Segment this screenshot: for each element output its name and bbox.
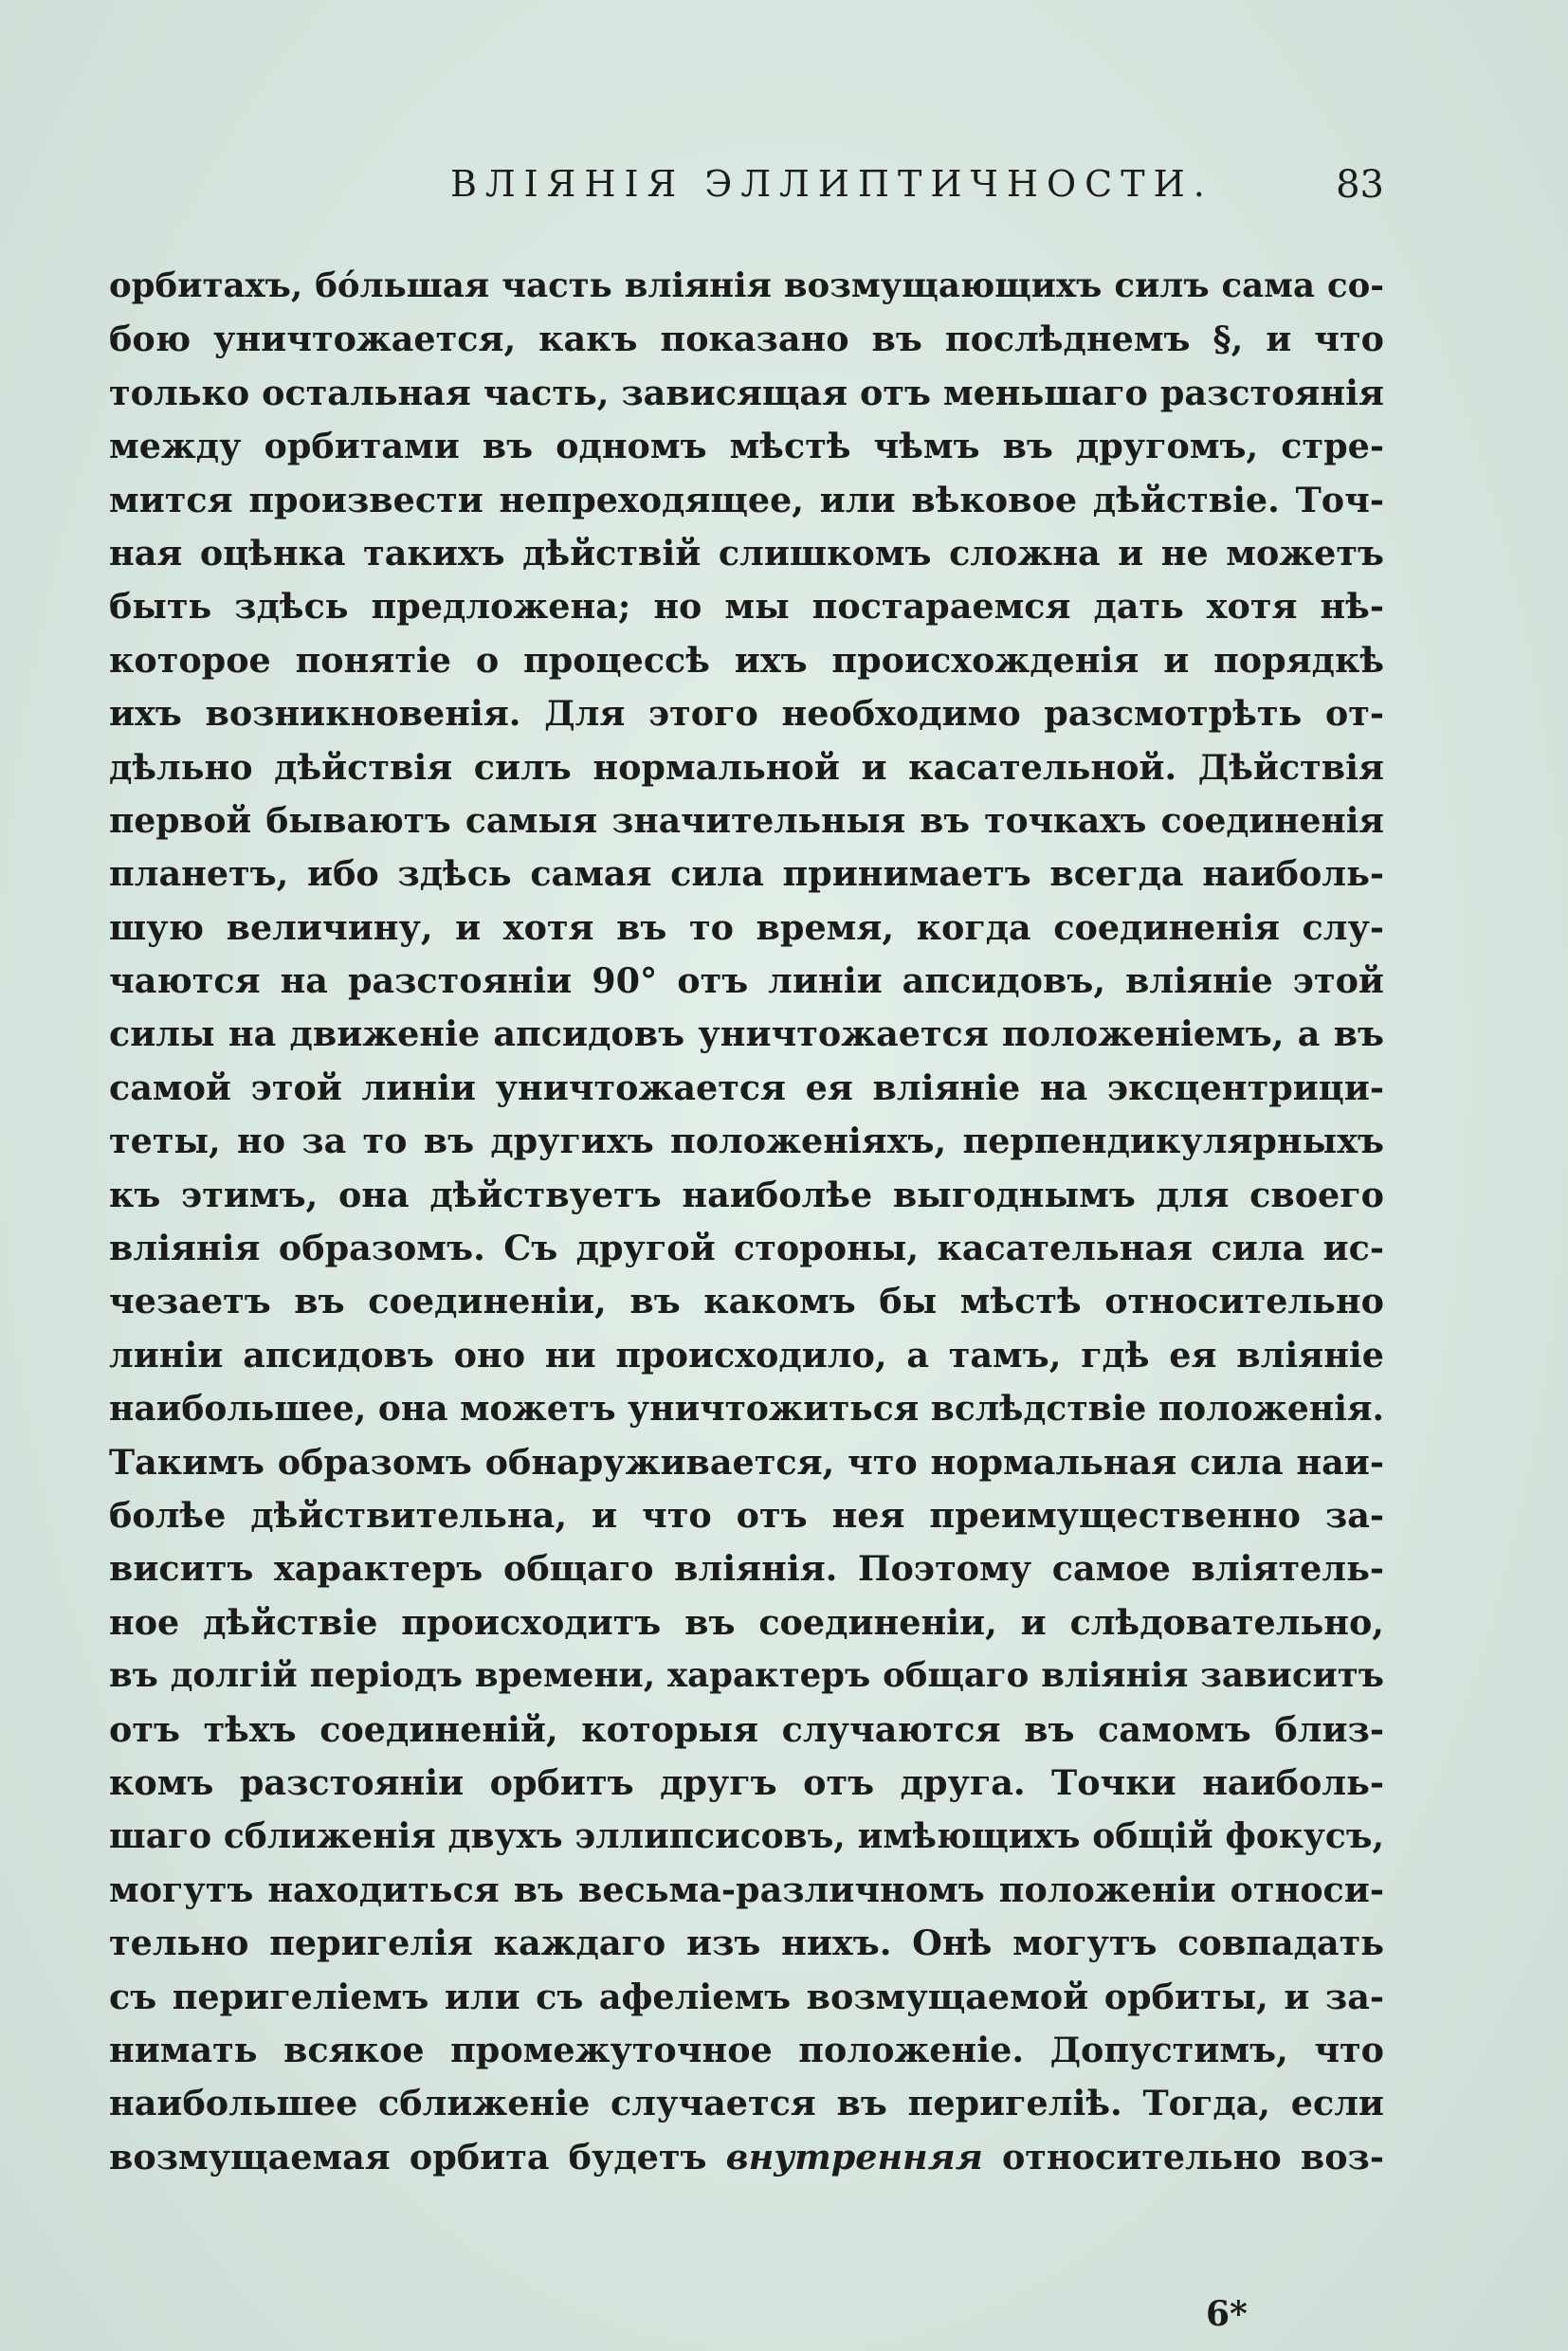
text-line: планетъ, ибо здѣсь самая сила принимаетъ всегда наиболь- (109, 853, 1384, 895)
text-line: виситъ характеръ общаго вліянія. Поэтому самое вліятель- (109, 1548, 1384, 1590)
text-line: наибольшее, она можетъ уничтожиться вслѣдствіе положенія. (109, 1389, 1384, 1430)
last-line-end: относительно воз- (1001, 2136, 1384, 2178)
page-number: 83 (1336, 163, 1384, 207)
text-line: дѣльно дѣйствія силъ нормальной и касательной. Дѣйствія (109, 746, 1384, 788)
text-line: быть здѣсь предложена; но мы постараемся дать хотя нѣ- (109, 586, 1384, 628)
text-line: наибольшее сближеніе случается въ перигеліѣ. Тогда, если (109, 2083, 1384, 2124)
text-line: бою уничтожается, какъ показано въ послѣднемъ §, и что (109, 319, 1384, 360)
text-line: чезаетъ въ соединеніи, въ какомъ бы мѣстѣ относительно (109, 1281, 1384, 1322)
text-line: только остальная часть, зависящая отъ меньшаго разстоянія (109, 372, 1384, 413)
page-header (109, 163, 1384, 220)
text-line: нимать всякое промежуточное положеніе. Допустимъ, что (109, 2029, 1384, 2070)
text-line: къ этимъ, она дѣйствуетъ наиболѣе выгоднымъ для своего (109, 1174, 1384, 1215)
body-text (109, 260, 1384, 2184)
text-line: болѣе дѣйствительна, и что отъ нея преимущественно за- (109, 1494, 1384, 1536)
text-line: ихъ возникновенія. Для этого необходимо разсмотрѣть от- (109, 693, 1384, 735)
text-line: ная оцѣнка такихъ дѣйствій слишкомъ сложна и не можетъ (109, 532, 1384, 574)
text-line: Такимъ образомъ обнаруживается, что нормальная сила наи- (109, 1441, 1384, 1483)
running-title: ВЛІЯНІЯ ЭЛЛИПТИЧНОСТИ. (450, 163, 1213, 205)
text-line: линіи апсидовъ оно ни происходило, а тамъ, гдѣ ея вліяніе (109, 1334, 1384, 1376)
last-line-start: возмущаемая орбита будетъ (109, 2136, 707, 2178)
text-line: первой бываютъ самыя значительныя въ точкахъ соединенія (109, 800, 1384, 841)
text-line: вліянія образомъ. Съ другой стороны, касательная сила ис- (109, 1228, 1384, 1269)
text-line: теты, но за то въ другихъ положеніяхъ, перпендикулярныхъ (109, 1121, 1384, 1162)
text-line: комъ разстояніи орбитъ другъ отъ друга. Точки наиболь- (109, 1761, 1384, 1803)
text-line: которое понятіе о процессѣ ихъ происхожденія и порядкѣ (109, 639, 1384, 681)
text-line: съ перигеліемъ или съ афеліемъ возмущаемой орбиты, и за- (109, 1976, 1384, 2017)
signature-mark: 6* (1206, 2294, 1248, 2334)
text-line: могутъ находиться въ весьма-различномъ положеніи относи- (109, 1868, 1384, 1910)
text-line: самой этой линіи уничтожается ея вліяніе на эксцентрици- (109, 1066, 1384, 1108)
italic-word: внутренняя (725, 2136, 983, 2178)
text-line: ное дѣйствіе происходитъ въ соединеніи, и слѣдовательно, (109, 1601, 1384, 1643)
text-line: мится произвести непреходящее, или вѣковое дѣйствіе. Точ- (109, 479, 1384, 520)
text-line: отъ тѣхъ соединеній, которыя случаются въ самомъ близ- (109, 1708, 1384, 1750)
text-line: въ долгій періодъ времени, характеръ общаго вліянія зависитъ (109, 1656, 1384, 1696)
text-line: силы на движеніе апсидовъ уничтожается положеніемъ, а въ (109, 1013, 1384, 1055)
text-line-last (109, 2131, 1384, 2184)
text-line: шаго сближенія двухъ эллипсисовъ, имѣющихъ общій фокусъ, (109, 1816, 1384, 1857)
text-line: тельно перигелія каждаго изъ нихъ. Онѣ могутъ совпадать (109, 1923, 1384, 1964)
text-line: чаются на разстояніи 90° отъ линіи апсидовъ, вліяніе этой (109, 960, 1384, 1002)
text-line: шую величину, и хотя въ то время, когда соединенія слу- (109, 906, 1384, 948)
text-line: орбитахъ, бóльшая часть вліянія возмущающихъ силъ сама со- (109, 266, 1384, 305)
text-line: между орбитами въ одномъ мѣстѣ чѣмъ въ другомъ, стре- (109, 426, 1384, 467)
